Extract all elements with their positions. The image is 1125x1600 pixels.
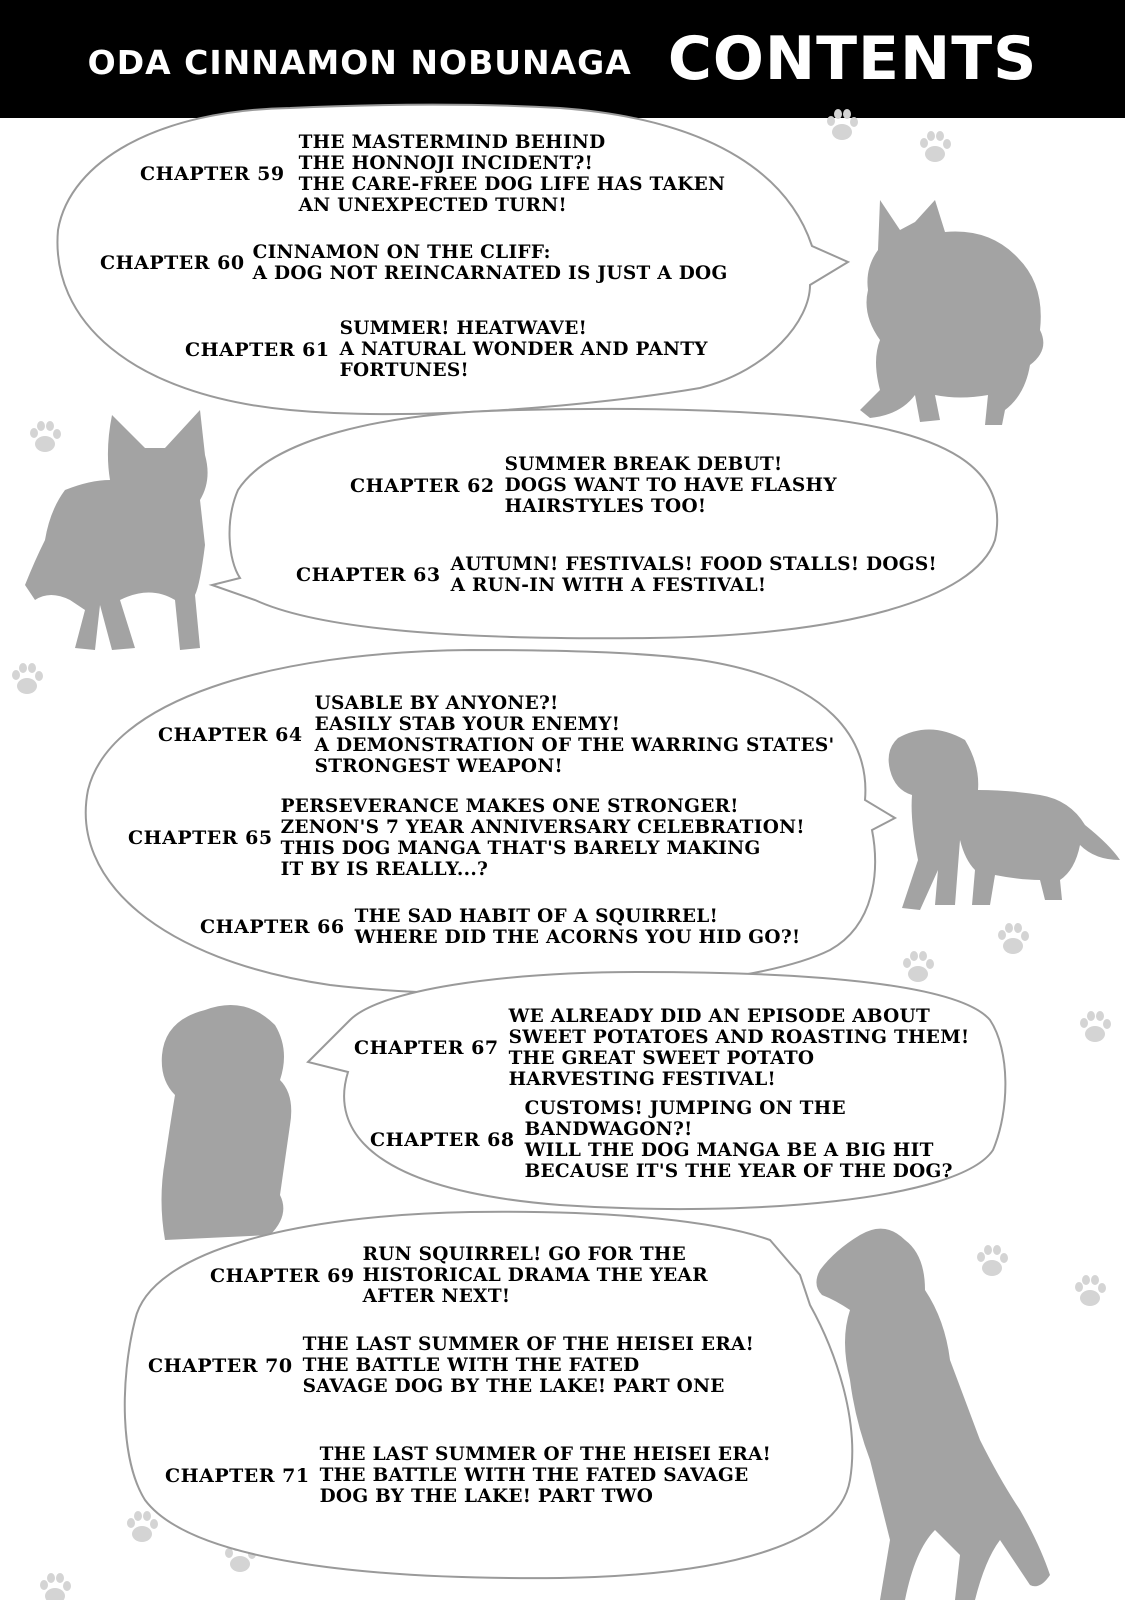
chapter-62-entry <box>350 454 837 517</box>
paw-print-icon <box>127 1511 158 1542</box>
chapter-title <box>355 906 801 948</box>
chapter-title <box>281 796 805 880</box>
retriever-dog-icon <box>816 1229 1050 1600</box>
series-title: ODA CINNAMON NOBUNAGA <box>87 42 632 82</box>
contents-heading: CONTENTS <box>667 24 1038 94</box>
chapter-title-line: HISTORICAL DRAMA THE YEAR <box>362 1265 708 1286</box>
chapter-title <box>253 242 728 284</box>
chapter-title-line: AFTER NEXT! <box>362 1286 511 1307</box>
chapter-title-line: AUTUMN! FESTIVALS! FOOD STALLS! DOGS! <box>450 554 937 575</box>
chapter-title-line: SUMMER BREAK DEBUT! <box>504 454 783 475</box>
chapter-title-line: CINNAMON ON THE CLIFF: <box>252 242 551 263</box>
paw-print-icon <box>1080 1011 1111 1042</box>
chapter-61-entry <box>185 318 708 381</box>
chapter-title-line: THE MASTERMIND BEHIND <box>298 132 606 153</box>
chapter-title <box>525 1098 953 1182</box>
chapter-number: CHAPTER 67 <box>354 1037 499 1059</box>
chapter-title-line: STRONGEST WEAPON! <box>314 756 563 777</box>
paw-print-icon <box>827 109 858 140</box>
chapter-66-entry <box>200 906 800 948</box>
chapter-number: CHAPTER 61 <box>185 338 330 361</box>
chapter-title <box>451 554 937 596</box>
chapter-title-line: THE HONNOJI INCIDENT?! <box>298 153 594 174</box>
chapter-title-line: EASILY STAB YOUR ENEMY! <box>314 714 621 735</box>
paw-print-icon <box>12 663 43 694</box>
chapter-69-entry <box>210 1244 708 1307</box>
chapter-64-entry <box>158 693 834 777</box>
chapter-title-line: IT BY IS REALLY...? <box>280 859 489 880</box>
chapter-number: CHAPTER 66 <box>200 916 345 938</box>
chapter-title-line: SWEET POTATOES AND ROASTING THEM! <box>508 1027 970 1048</box>
chapter-number: CHAPTER 64 <box>158 724 303 746</box>
chapter-65-entry <box>128 796 805 880</box>
chapter-71-entry <box>165 1444 771 1507</box>
paw-print-icon <box>30 421 61 452</box>
chapter-title-line: THE GREAT SWEET POTATO <box>508 1048 815 1069</box>
chapter-title-line: SUMMER! HEATWAVE! <box>339 318 588 339</box>
chapter-title-line: PERSEVERANCE MAKES ONE STRONGER! <box>280 796 739 817</box>
chapter-title-line: HAIRSTYLES TOO! <box>504 496 707 517</box>
chapter-title-line: WHERE DID THE ACORNS YOU HID GO?! <box>354 927 801 948</box>
chapter-title-line: RUN SQUIRREL! GO FOR THE <box>362 1244 687 1265</box>
chapter-title-line: AN UNEXPECTED TURN! <box>298 195 567 216</box>
chapter-title-line: HARVESTING FESTIVAL! <box>508 1069 776 1090</box>
chapter-title-line: THE BATTLE WITH THE FATED <box>302 1355 640 1376</box>
chapter-title-line: DOGS WANT TO HAVE FLASHY <box>504 475 837 496</box>
chapter-title-line: WE ALREADY DID AN EPISODE ABOUT <box>508 1006 931 1027</box>
chapter-title-line: SAVAGE DOG BY THE LAKE! PART ONE <box>302 1376 725 1397</box>
chapter-title-line: THE CARE-FREE DOG LIFE HAS TAKEN <box>298 174 726 195</box>
chapter-59-entry <box>140 132 725 216</box>
chapter-68-entry <box>370 1098 953 1182</box>
chapter-title-line: USABLE BY ANYONE?! <box>314 693 559 714</box>
chapter-title <box>363 1244 708 1307</box>
chapter-title-line: THE LAST SUMMER OF THE HEISEI ERA! <box>302 1334 755 1355</box>
shaggy-dog-icon <box>889 729 1120 910</box>
chapter-number: CHAPTER 68 <box>370 1129 515 1151</box>
chapter-title-line: FORTUNES! <box>339 360 469 381</box>
chapter-number: CHAPTER 62 <box>350 474 495 497</box>
chapter-70-entry <box>148 1334 754 1397</box>
poodle-dog-icon <box>162 1005 292 1240</box>
chapter-number: CHAPTER 65 <box>128 827 273 849</box>
paw-print-icon <box>920 131 951 162</box>
chapter-title <box>303 1334 755 1397</box>
chapter-title-line: DOG BY THE LAKE! PART TWO <box>319 1486 654 1507</box>
chapter-60-entry <box>100 242 728 284</box>
chapter-title <box>315 693 835 777</box>
speech-bubble-2 <box>212 409 997 638</box>
chapter-title <box>505 454 837 517</box>
paw-print-icon <box>998 923 1029 954</box>
chapter-number: CHAPTER 70 <box>148 1354 293 1377</box>
chapter-63-entry <box>296 554 937 596</box>
pomeranian-dog-icon <box>860 200 1043 425</box>
chapter-title-line: THIS DOG MANGA THAT'S BARELY MAKING <box>280 838 761 859</box>
chapter-number: CHAPTER 60 <box>100 252 245 274</box>
chapter-title-line: THE SAD HABIT OF A SQUIRREL! <box>354 906 719 927</box>
chapter-title-line: WILL THE DOG MANGA BE A BIG HIT <box>524 1140 934 1161</box>
chapter-title-line: A DEMONSTRATION OF THE WARRING STATES' <box>314 735 835 756</box>
chapter-number: CHAPTER 69 <box>210 1264 355 1287</box>
chapter-title <box>340 318 708 381</box>
chapter-title <box>320 1444 772 1507</box>
chapter-title <box>299 132 726 216</box>
chapter-title-line: A DOG NOT REINCARNATED IS JUST A DOG <box>252 263 728 284</box>
chapter-title-line: THE LAST SUMMER OF THE HEISEI ERA! <box>319 1444 772 1465</box>
chapter-title-line: A NATURAL WONDER AND PANTY <box>339 339 708 360</box>
chapter-67-entry <box>354 1006 969 1090</box>
paw-print-icon <box>977 1245 1008 1276</box>
paw-print-icon <box>903 951 934 982</box>
chapter-title-line: A RUN-IN WITH A FESTIVAL! <box>450 575 767 596</box>
chapter-title-line: ZENON'S 7 YEAR ANNIVERSARY CELEBRATION! <box>280 817 805 838</box>
chapter-title-line: BANDWAGON?! <box>524 1119 693 1140</box>
chapter-title-line: BECAUSE IT'S THE YEAR OF THE DOG? <box>524 1161 953 1182</box>
paw-print-icon <box>40 1573 71 1600</box>
chapter-number: CHAPTER 59 <box>140 163 285 185</box>
chapter-title-line: CUSTOMS! JUMPING ON THE <box>524 1098 846 1119</box>
paw-print-icon <box>1075 1275 1106 1306</box>
chapter-number: CHAPTER 71 <box>165 1464 310 1487</box>
chapter-title <box>509 1006 970 1090</box>
chapter-title-line: THE BATTLE WITH THE FATED SAVAGE <box>319 1465 749 1486</box>
chapter-number: CHAPTER 63 <box>296 564 441 586</box>
